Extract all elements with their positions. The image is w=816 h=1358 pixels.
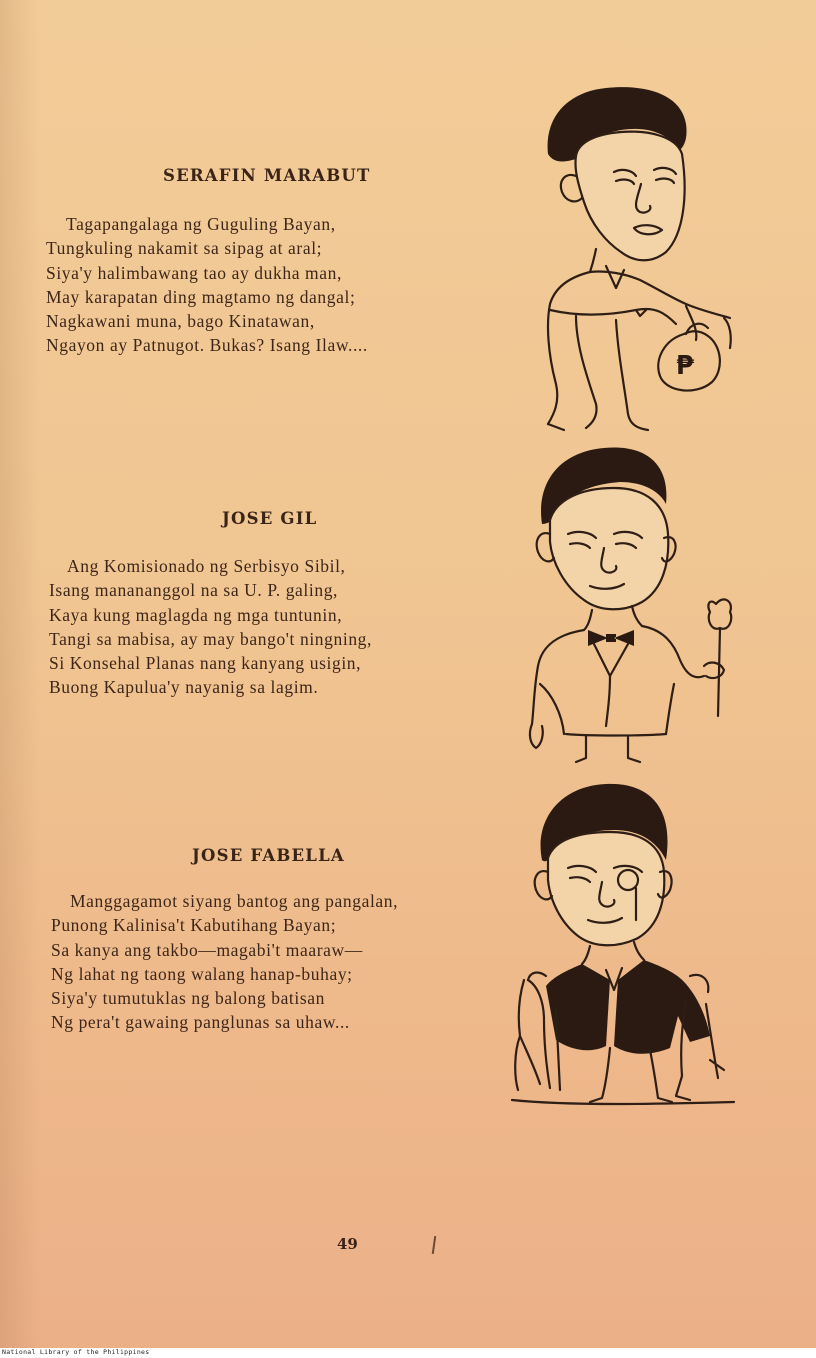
paper-mark: [432, 1236, 436, 1254]
verse-line: Tungkuling nakamit sa sipag at aral;: [46, 238, 323, 259]
verse-line: Ng lahat ng taong walang hanap-buhay;: [51, 963, 353, 984]
caricature-serafin-marabut: [536, 84, 746, 434]
verse-line: Siya'y tumutuklas ng balong batisan: [51, 988, 325, 1009]
verse-line: Siya'y halimbawang tao ay dukha man,: [46, 262, 342, 283]
entry-title-jose-fabella: JOSE FABELLA: [192, 846, 345, 865]
library-credit: National Library of the Philippines: [2, 1348, 150, 1356]
verse-line: May karapatan ding magtamo ng dangal;: [46, 286, 356, 307]
verse-jose-gil: [49, 554, 372, 700]
verse-jose-fabella: [51, 889, 398, 1035]
scan-footer: [0, 1348, 816, 1358]
verse-line: Tagapangalaga ng Guguling Bayan,: [66, 214, 336, 234]
entry-title-serafin-marabut: SERAFIN MARABUT: [163, 166, 371, 185]
verse-line: Ng pera't gawaing panglunas sa uhaw...: [51, 1012, 350, 1033]
verse-line: Si Konsehal Planas nang kanyang usigin,: [49, 653, 362, 674]
caricature-jose-fabella: [510, 780, 740, 1110]
caricature-jose-gil: [524, 444, 744, 764]
page-number: 49: [337, 1235, 358, 1253]
verse-line: Manggagamot siyang bantog ang pangalan,: [70, 891, 399, 911]
money-bag-peso-sign: ₱: [676, 351, 695, 381]
verse-line: Punong Kalinisa't Kabutihang Bayan;: [51, 915, 337, 936]
verse-line: Buong Kapulua'y nayanig sa lagim.: [49, 677, 319, 698]
verse-serafin-marabut: [46, 212, 368, 358]
verse-line: Nagkawani muna, bago Kinatawan,: [46, 311, 315, 332]
verse-line: Sa kanya ang takbo—magabi't maaraw—: [51, 939, 363, 960]
verse-line: Tangi sa mabisa, ay may bango't ningning,: [49, 628, 372, 649]
verse-line: Ngayon ay Patnugot. Bukas? Isang Ilaw....: [46, 335, 368, 356]
verse-line: Kaya kung maglagda ng mga tuntunin,: [49, 604, 343, 625]
verse-line: Ang Komisionado ng Serbisyo Sibil,: [67, 556, 346, 576]
entry-title-jose-gil: JOSE GIL: [222, 509, 318, 528]
verse-line: Isang manananggol na sa U. P. galing,: [49, 580, 339, 601]
